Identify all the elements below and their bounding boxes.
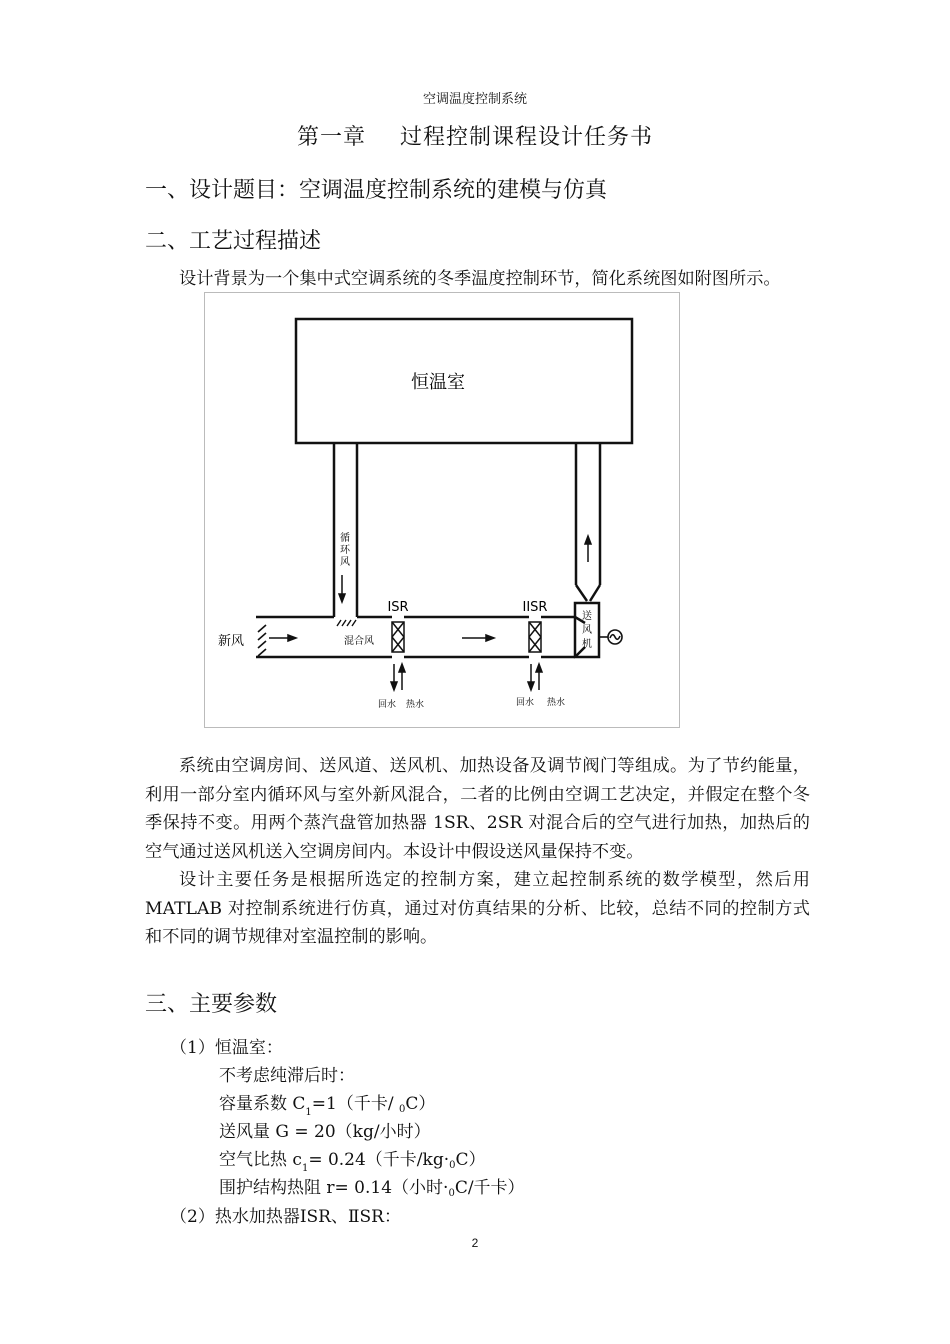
room-label: 恒温室 xyxy=(411,372,465,393)
return-water-label-1: 回水 xyxy=(378,700,397,710)
heater-iisr xyxy=(529,622,541,652)
recirc-label-2: 环 xyxy=(340,545,350,556)
fan-label-3: 机 xyxy=(582,639,592,650)
page-header: 空调温度控制系统 xyxy=(422,92,527,107)
intro-paragraph xyxy=(145,265,810,294)
param-heater-heading: （2）热水加热器ⅠSR、ⅡSR： xyxy=(170,1207,401,1227)
param-thermal-resistance: 围护结构热阻 r= 0.14（小时·0C/千卡） xyxy=(219,1178,525,1199)
section-1-heading: 一、设计题目：空调温度控制系统的建模与仿真 xyxy=(145,178,608,203)
param-airflow: 送风量 G = 20（kg/小时） xyxy=(219,1122,431,1142)
fan-label-1: 送 xyxy=(582,611,592,622)
recirc-label-3: 风 xyxy=(340,557,350,568)
return-water-label-2: 回水 xyxy=(516,698,535,708)
isr-label: ISR xyxy=(387,600,409,615)
chapter-name: 过程控制课程设计任务书 xyxy=(400,125,654,150)
fan-label-2: 风 xyxy=(582,625,592,636)
mixed-air-label: 混合风 xyxy=(344,636,374,647)
paragraph-system: 系统由空调房间、送风道、送风机、加热设备及调节阀门等组成。为了节约能量，利用一部分室内循环风与室外新风混合，二者的比例由空调工艺决定，并假定在整个冬季保持不变。用两个蒸汽盘管加热器 1SR、2SR 对混合后的空气进行加热，加热后的空气通过送风机送入空调房间内。本设计中假设送风量保持不变。 xyxy=(145,756,810,862)
iisr-label: IISR xyxy=(522,600,548,615)
recirc-label-1: 循 xyxy=(340,533,350,544)
section-2-heading: 二、工艺过程描述 xyxy=(145,229,322,254)
paragraph-task: 设计主要任务是根据所选定的控制方案，建立起控制系统的数学模型，然后用 MATLAB 对控制系统进行仿真，通过对仿真结果的分析、比较，总结不同的控制方式和不同的调节规律对室温控制的影响。 xyxy=(145,870,810,947)
page-number: 2 xyxy=(471,1236,479,1250)
section-3-heading: 三、主要参数 xyxy=(145,992,278,1017)
hot-water-label-1: 热水 xyxy=(406,700,425,710)
heater-isr xyxy=(392,622,404,652)
param-no-delay: 不考虑纯滞后时： xyxy=(219,1066,355,1086)
intro-text: 设计背景为一个集中式空调系统的冬季温度控制环节，简化系统图如附图所示。 xyxy=(179,269,781,289)
param-room-heading: （1）恒温室： xyxy=(170,1038,283,1058)
hot-water-label-2: 热水 xyxy=(547,698,566,708)
param-specific-heat: 空气比热 $c_1= 0.24$（千卡/kg·0C） xyxy=(219,1150,486,1174)
system-diagram xyxy=(204,292,680,728)
body-paragraphs xyxy=(145,752,810,952)
chapter-number: 第一章 xyxy=(296,125,366,150)
figure-frame xyxy=(205,293,680,728)
fresh-air-label: 新风 xyxy=(218,634,245,649)
chapter-title xyxy=(0,120,950,151)
param-capacity: 容量系数 $C_1=1$（千卡/ 0C） xyxy=(219,1094,436,1118)
